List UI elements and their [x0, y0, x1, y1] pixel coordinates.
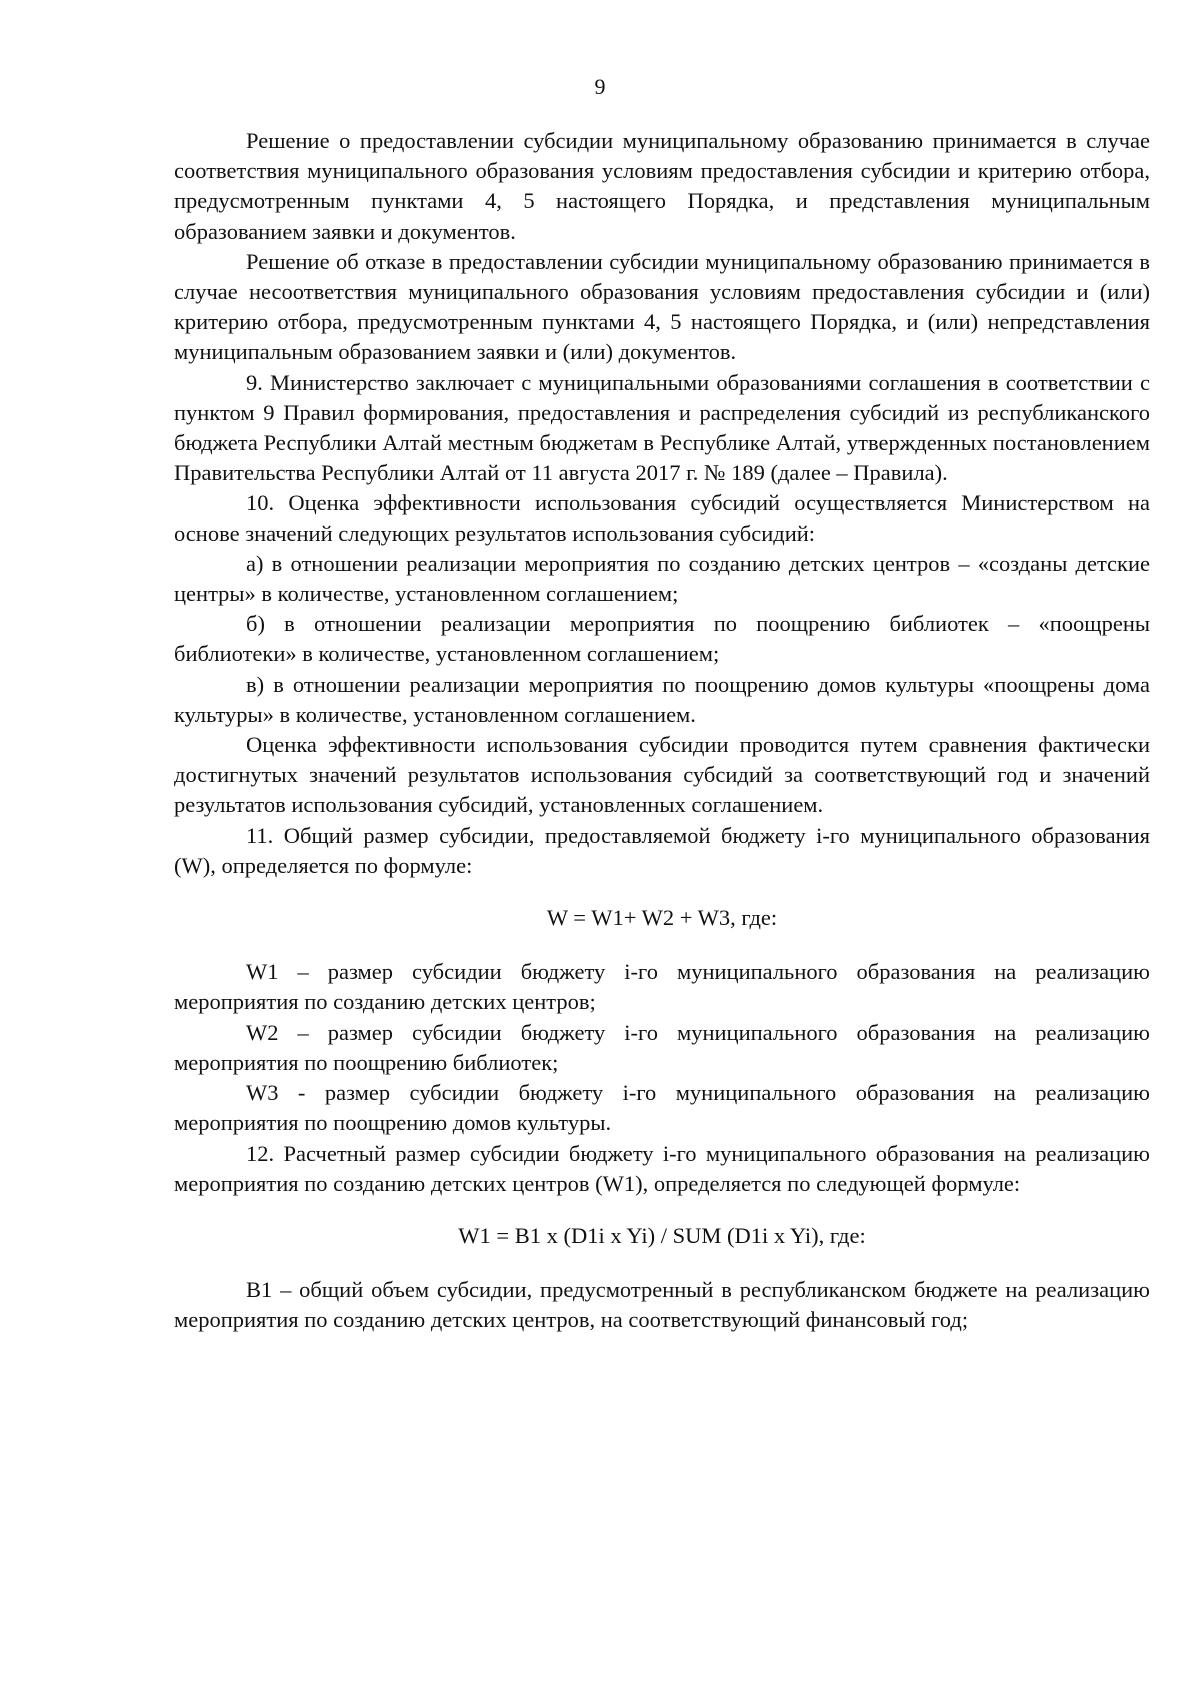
paragraph-item-10: 10. Оценка эффективности использования субсидий осуществляется Министерством на основе значений следующих результатов использования субсидий: [174, 490, 1150, 546]
paragraph-item-10a: а) в отношении реализации мероприятия по созданию детских центров – «созданы детские центры» в количестве, установленном соглашением; [174, 550, 1150, 607]
document-body [174, 126, 1150, 1336]
formula-w1: W1 = B1 x (D1i x Yi) / SUM (D1i x Yi), где: [458, 1222, 866, 1248]
paragraph-decision-grant: Решение о предоставлении субсидии муниципальному образованию принимается в случае соответствия муниципального образования условиям предоставления субсидии и критерию отбора, предусмотренным пунктами 4, 5 настоящего Порядка, и представления муниципальным образованием заявки и документов. [174, 128, 1150, 244]
paragraph-item-9: 9. Министерство заключает с муниципальными образованиями соглашения в соответствии с пунктом 9 Правил формирования, предоставления и распределения субсидий из республиканского бюджета Республики Алтай местным бюджетам в Республике Алтай, утвержденных постановлением Правительства Республики Алтай от 11 августа 2017 г. № 189 (далее – Правила). [174, 369, 1150, 486]
paragraph-item-11: 11. Общий размер субсидии, предоставляемой бюджету i-го муниципального образования (W), определяется по формуле: [174, 822, 1150, 878]
paragraph-decision-refusal: Решение об отказе в предоставлении субсидии муниципальному образованию принимается в случае несоответствия муниципального образования условиям предоставления субсидии и (или) критерию отбора, предусмотренным пунктами 4, 5 настоящего Порядка, и (или) непредставления муниципальным образованием заявки и (или) документов. [174, 248, 1150, 365]
definition-w3: W3 - размер субсидии бюджету i-го муниципального образования на реализацию мероприятия по поощрению домов культуры. [174, 1080, 1150, 1136]
paragraph-item-10b: б) в отношении реализации мероприятия по поощрению библиотек – «поощрены библиотеки» в количестве, установленном соглашением; [174, 611, 1150, 667]
paragraph-efficiency-evaluation: Оценка эффективности использования субсидии проводится путем сравнения фактически достигнутых значений результатов использования субсидий за соответствующий год и значений результатов использования субсидий, установленных соглашением. [174, 732, 1150, 818]
definition-b1: B1 – общий объем субсидии, предусмотренный в республиканском бюджете на реализацию мероприятия по созданию детских центров, на соответствующий финансовый год; [174, 1277, 1150, 1333]
definition-w1: W1 – размер субсидии бюджету i-го муниципального образования на реализацию мероприятия по созданию детских центров; [174, 959, 1150, 1015]
paragraph-item-10c: в) в отношении реализации мероприятия по поощрению домов культуры «поощрены дома культуры» в количестве, установленном соглашением. [174, 671, 1150, 727]
definition-w2: W2 – размер субсидии бюджету i-го муниципального образования на реализацию мероприятия по поощрению библиотек; [174, 1019, 1150, 1075]
paragraph-item-12: 12. Расчетный размер субсидии бюджету i-го муниципального образования на реализацию мероприятия по созданию детских центров (W1), определяется по следующей формуле: [174, 1140, 1150, 1196]
formula-total-subsidy: W = W1+ W2 + W3, где: [546, 905, 778, 931]
page-number: 9 [594, 74, 606, 99]
